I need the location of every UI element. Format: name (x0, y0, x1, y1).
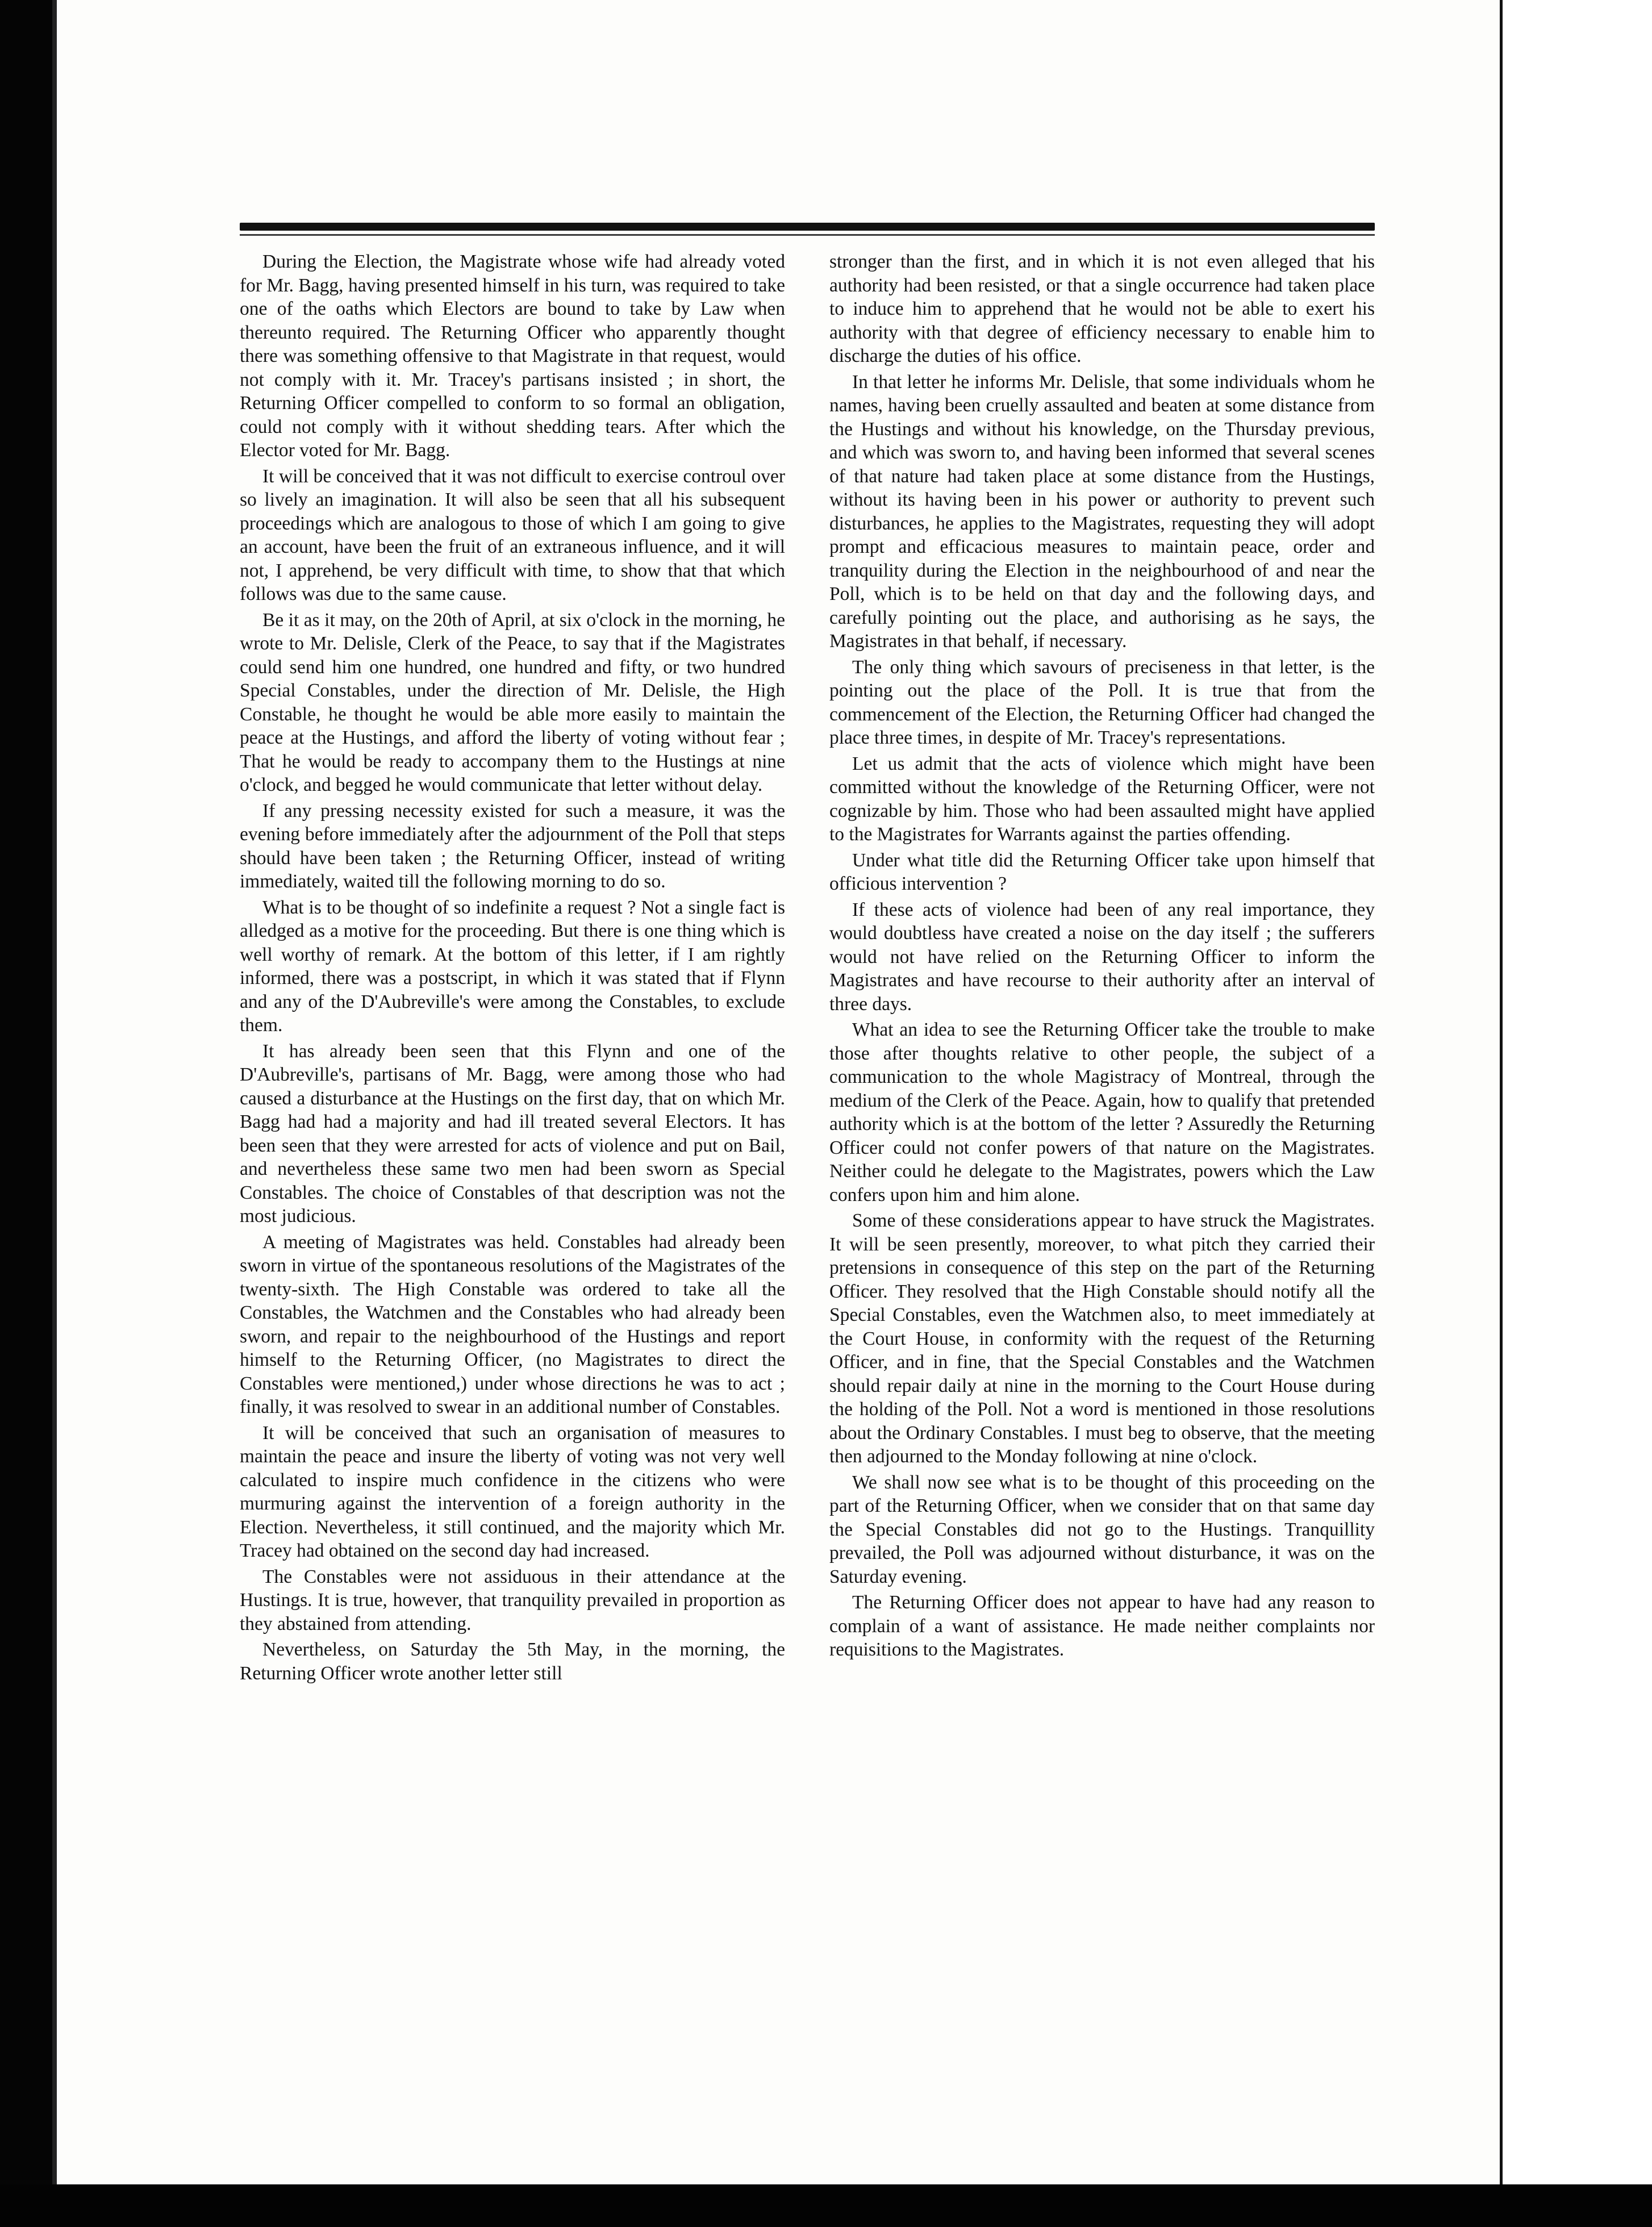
paragraph: It has already been seen that this Flynn and one of the D'Aubreville's, partisans of Mr. Bagg, were among those who had caused a disturbance at the Hustings on the first day, that on which Mr. Bagg had had a majority and had ill treated several Electors. It has been seen that they were arrested for acts of violence and put on Bail, and nevertheless these same two men had been sworn as Special Constables. The choice of Constables of that description was not the most judicious. (240, 1040, 785, 1227)
document-page (52, 0, 1500, 2184)
paragraph: Some of these considerations appear to have struck the Magistrates. It will be seen presently, moreover, to what pitch they carried their pretensions in consequence of this step on the part of the Returning Officer. They resolved that the High Constable should notify all the Special Constables, even the Watchmen also, to meet immediately at the Court House, in conformity with the request of the Returning Officer, and in fine, that the Special Constables and the Watchmen should repair daily at nine in the morning to the Court House during the holding of the Poll. Not a word is mentioned in those resolutions about the Ordinary Constables. I must beg to observe, that the meeting then adjourned to the Monday following at nine o'clock. (829, 1210, 1375, 1467)
scan-adjacent-page (1500, 0, 1652, 2184)
paragraph: The only thing which savours of preciseness in that letter, is the pointing out the place of the Poll. It is true that from the commencement of the Election, the Returning Officer had changed the place three times, in despite of Mr. Tracey's representations. (829, 656, 1375, 748)
paragraph: What an idea to see the Returning Officer take the trouble to make those after thoughts relative to other people, the subject of a communication to the whole Magistracy of Montreal, through the medium of the Clerk of the Peace. Again, how to qualify that pretended authority which is at the bottom of the letter ? Assuredly the Returning Officer could not confer powers of that nature on the Magistrates. Neither could he delegate to the Magistrates, powers which the Law confers upon him and him alone. (829, 1019, 1375, 1206)
paragraph: Nevertheless, on Saturday the 5th May, in the morning, the Returning Officer wrote another letter still (240, 1639, 785, 1684)
paragraph: If any pressing necessity existed for such a measure, it was the evening before immediately after the adjournment of the Poll that steps should have been taken ; the Returning Officer, instead of writing immediately, waited till the following morning to do so. (240, 800, 785, 892)
paragraph: We shall now see what is to be thought of this proceeding on the part of the Returning Officer, when we consider that on that same day the Special Constables did not go to the Hustings. Tranquillity prevailed, the Poll was adjourned without disturbance, it was on the Saturday evening. (829, 1471, 1375, 1587)
right-column (829, 250, 1375, 2142)
paragraph: What is to be thought of so indefinite a request ? Not a single fact is alledged as a motive for the proceeding. But there is one thing which is well worthy of remark. At the bottom of this letter, if I am rightly informed, there was a postscript, in which it was stated that if Flynn and any of the D'Aubreville's were among the Constables, to exclude them. (240, 896, 785, 1036)
paragraph: A meeting of Magistrates was held. Constables had already been sworn in virtue of the spontaneous resolutions of the Magistrates of the twenty-sixth. The High Constable was ordered to take all the Constables, the Watchmen and the Constables who had already been sworn, and repair to the neighbourhood of the Hustings and report himself to the Returning Officer, (no Magistrates to direct the Constables were mentioned,) under whose directions he was to act ; finally, it was resolved to swear in an additional number of Constables. (240, 1231, 785, 1417)
paragraph: If these acts of violence had been of any real importance, they would doubtless have created a noise on the day itself ; the sufferers would not have relied on the Returning Officer to inform the Magistrates and have recourse to their authority after an interval of three days. (829, 899, 1375, 1015)
scan-border-bottom (0, 2184, 1652, 2227)
paragraph: During the Election, the Magistrate whose wife had already voted for Mr. Bagg, having presented himself in his turn, was required to take one of the oaths which Electors are bound to take by Law when thereunto required. The Returning Officer who apparently thought there was something offensive to that Magistrate in that request, would not comply with it. Mr. Tracey's partisans insisted ; in short, the Returning Officer compelled to conform to so formal an obligation, could not comply with it without shedding tears. After which the Elector voted for Mr. Bagg. (240, 251, 785, 461)
scan-border-left (0, 0, 52, 2227)
header-rule-thin (240, 234, 1375, 236)
paragraph: Under what title did the Returning Officer take upon himself that officious intervention ? (829, 849, 1375, 894)
left-column (240, 250, 785, 2142)
paragraph: It will be conceived that it was not difficult to exercise controul over so lively an imagination. It will also be seen that all his subsequent proceedings which are analogous to those of which I am going to give an account, have been the fruit of an extraneous influence, and it will not, I apprehend, be very difficult with time, to show that that which follows was due to the same cause. (240, 465, 785, 604)
header-rule (240, 223, 1375, 231)
paragraph: Let us admit that the acts of violence which might have been committed without the knowledge of the Returning Officer, were not cognizable by him. Those who had been assaulted might have applied to the Magistrates for Warrants against the parties offending. (829, 753, 1375, 845)
paragraph: In that letter he informs Mr. Delisle, that some individuals whom he names, having been cruelly assaulted and beaten at some distance from the Hustings and without his knowledge, on the Thursday previous, and which was sworn to, and having been informed that several scenes of that nature had taken place at some distance from the Hustings, without its having been in his power or authority to prevent such disturbances, he applies to the Magistrates, requesting they will adopt prompt and efficacious measures to maintain peace, order and tranquility during the Election in the neighbourhood of and near the Poll, which is to be held on that day and the following days, and carefully pointing out the place, and authorising as he says, the Magistrates in that behalf, if necessary. (829, 371, 1375, 652)
paragraph: The Constables were not assiduous in their attendance at the Hustings. It is true, however, that tranquility prevailed in proportion as they abstained from attending. (240, 1566, 785, 1634)
paragraph: The Returning Officer does not appear to have had any reason to complain of a want of assistance. He made neither complaints nor requisitions to the Magistrates. (829, 1592, 1375, 1660)
paragraph: It will be conceived that such an organisation of measures to maintain the peace and insure the liberty of voting was not very well calculated to inspire much confidence in the citizens who were murmuring against the intervention of a foreign authority in the Election. Nevertheless, it still continued, and the majority which Mr. Tracey had obtained on the second day had increased. (240, 1422, 785, 1561)
paragraph: Be it as it may, on the 20th of April, at six o'clock in the morning, he wrote to Mr. Delisle, Clerk of the Peace, to say that if the Magistrates could send him one hundred, one hundred and fifty, or two hundred Special Constables, under the direction of Mr. Delisle, the High Constable, he thought he would be able more easily to maintain the peace at the Hustings, and afford the liberty of voting without fear ; That he would be ready to accompany them to the Hustings at nine o'clock, and begged he would communicate that letter without delay. (240, 609, 785, 795)
paragraph: stronger than the first, and in which it is not even alleged that his authority had been resisted, or that a single occurrence had taken place to induce him to apprehend that he would not be able to exert his authority with that degree of efficiency necessary to enable him to discharge the duties of his office. (829, 251, 1375, 366)
